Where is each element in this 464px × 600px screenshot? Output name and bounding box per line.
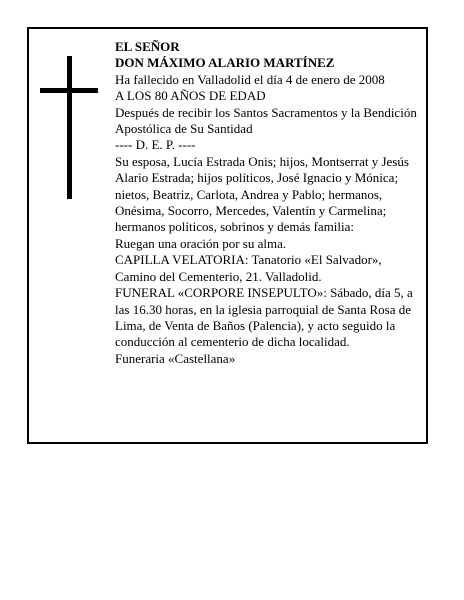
age-line: A LOS 80 AÑOS DE EDAD [115, 88, 266, 104]
prayer-line: Ruegan una oración por su alma. [115, 235, 287, 251]
title-line-1: EL SEÑOR [115, 39, 180, 54]
obituary-notice [27, 27, 428, 444]
death-date: Ha fallecido en Valladolid el día 4 de enero de 2008 [115, 71, 385, 87]
family-paragraph: Su esposa, Lucía Estrada Onis; hijos, Montserrat y Jesús Alario Estrada; hijos políticos, José Ignacio y Mónica; nietos, Beatriz, Carlota, Andrea y Pablo; hermanos, Onésima, Socorro, Mercedes, Valentín y Carmelina; hermanos políticos, sobrinos y demás familia: [115, 153, 409, 235]
cross-vertical-bar [67, 56, 72, 199]
chapel-paragraph: CAPILLA VELATORIA: Tanatorio «El Salvador», Camino del Cementerio, 21. Valladolid. [115, 252, 382, 284]
cross-icon [40, 56, 98, 199]
rip-line: ---- D. E. P. ---- [115, 137, 196, 153]
notice-text [115, 39, 419, 367]
sacraments-paragraph: Después de recibir los Santos Sacramentos y la Bendición Apostólica de Su Santidad [115, 104, 417, 137]
deceased-name: DON MÁXIMO ALARIO MARTÍNEZ [115, 55, 335, 71]
cross-horizontal-bar [40, 88, 98, 93]
funeral-home: Funeraria «Castellana» [115, 350, 236, 366]
funeral-paragraph: FUNERAL «CORPORE INSEPULTO»: Sábado, día 5, a las 16.30 horas, en la iglesia parroquial de Santa Rosa de Lima, de Venta de Baños (Palencia), y acto seguido la conducción al cementerio de dicha localidad. [115, 285, 413, 350]
